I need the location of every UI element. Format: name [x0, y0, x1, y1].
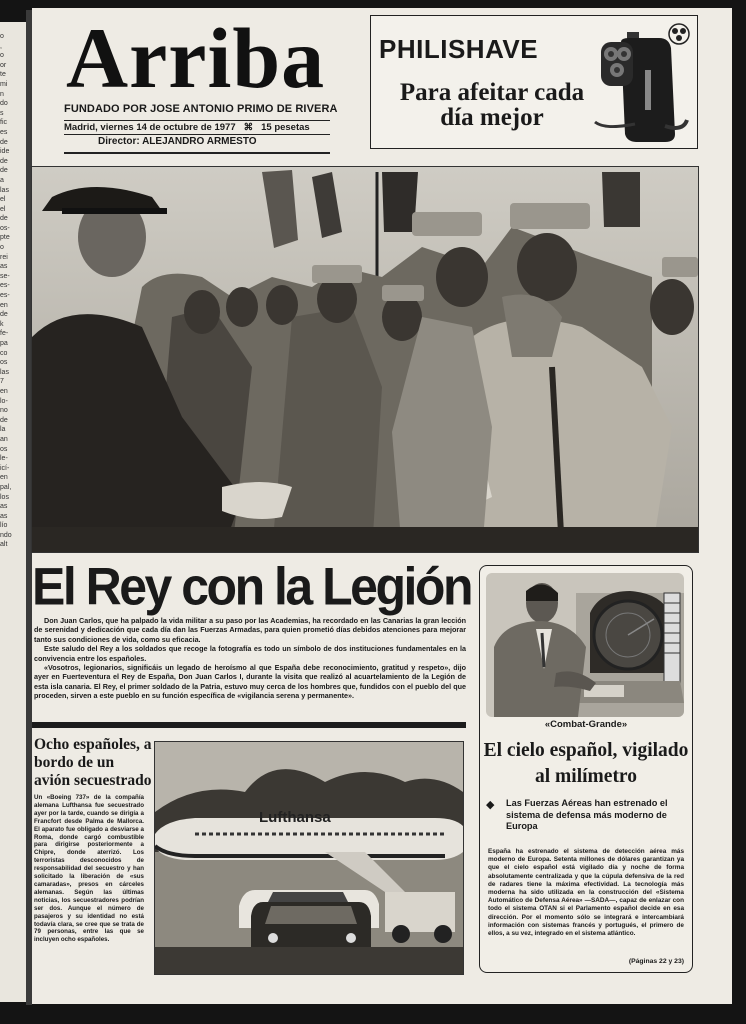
electric-shaver-icon: [591, 20, 695, 144]
main-paragraph: Don Juan Carlos, que ha palpado la vida militar a su paso por las Academias, ha recordado en las Canarias la gran lección de serenidad y dedicación que cada día dan las Fuerzas Armadas, para quien prometió días debidos atenciones para mejorar tanto sus condiciones de vida, como su eficacia.: [34, 616, 466, 644]
main-paragraph: Este saludo del Rey a los soldados que recoge la fotografía es todo un símbolo de dos instituciones fundamentales en la convivencia entre los españoles.: [34, 644, 466, 663]
price: 15 pesetas: [261, 122, 310, 133]
main-paragraph: «Vosotros, legionarios, significáis un legado de heroísmo al que España debe reconocimiento, gratitud y respeto», dijo ayer en Fuerteventura el Rey de España, Don Juan Carlos I, durante la visita que realizó al acuartelamiento de la Legión de esta isla canaria. El Rey, el primer soldado de la Patria, estuvo muy cerca de los hombres que, fundidos con el pueblo del que proceden, sirven a este pueblo en su función específica de «vigilancia serena y permanente».: [34, 663, 466, 701]
previous-page-edge: [0, 22, 26, 1002]
main-story-text: [34, 616, 466, 701]
combat-grande-subhead: Las Fuerzas Aéreas han estrenado el sistema de defensa más moderno de Europa: [506, 798, 668, 831]
hijack-headline: Ocho españoles, a bordo de un avión secuestrado: [34, 736, 152, 789]
lufthansa-plane-photo: [154, 741, 464, 975]
director-line: Director: ALEJANDRO ARMESTO: [98, 136, 257, 147]
combat-grande-body: España ha estrenado el sistema de detección aérea más moderno de Europa. Setenta millones de dólares garantizan ya que el cielo español está vigilado día y noche de forma absolutamente centralizada y que la cúpula defensiva de la red de radares tiene la máxima efectividad. La tecnología más moderna ha sido utilizada en la construcción del «Sistema Automático de Defensa Aérea» —SADA—, capaz de enlazar con todo el sistema OTAN si el Parlamento español decide en esa dirección. Por el momento sólo se integrará e intercambiará información con sistemas francés y portugués, el primero de ellos, a su vez, integrado en el sistema atlántico.: [488, 848, 684, 938]
masthead: [60, 10, 338, 152]
radar-operator-photo: [486, 573, 684, 717]
combat-grande-box: [479, 565, 693, 973]
previous-page-text: o , o or te mi n do s fic es de ide de de a las el el de os- pte o rei as se- es- es- en de k fe- pa co os las 7 en lo- no de la an os le- icí- en pal, los as as lío ndo alt: [0, 33, 12, 549]
combat-grande-label: «Combat-Grande»: [544, 719, 628, 730]
dateline: [64, 120, 330, 135]
founder-line: FUNDADO POR JOSE ANTONIO PRIMO DE RIVERA: [64, 103, 338, 115]
ad-brand: PHILISHAVE: [379, 34, 539, 64]
main-headline: El Rey con la Legión: [32, 557, 471, 616]
philishave-ad: [370, 15, 698, 149]
price-separator-icon: ⌘: [243, 122, 254, 133]
newspaper-title: Arriba: [66, 10, 326, 106]
hijack-body: Un «Boeing 737» de la compañía alemana Lufthansa fue secuestrado ayer por la tarde, cuando se dirigía a Francfort desde Palma de Mallorca. El aparato fue obligado a desviarse a Roma, donde cargó combustible para dirigirse posteriormente a Chipre, donde aterrizó. Los terroristas desconocidos de responsabilidad del secuestro y han solicitado la liberación de «sus camaradas», presos en cárceles alemanas. Según las últimas noticias, los secuestradores podrían ser dos. Aunque el número de pasajeros y su identidad no está todavía clara, se cree que se trata de 79 personas, entre las que se incluyen ocho españoles.: [34, 794, 144, 944]
page-reference: (Páginas 22 y 23): [628, 958, 684, 965]
diamond-bullet-icon: ◆: [486, 799, 495, 811]
masthead-rule: [64, 152, 330, 154]
plane-livery-text: Lufthansa: [259, 809, 331, 826]
section-divider: [32, 722, 466, 728]
king-greets-legion-photo: [31, 166, 699, 553]
ad-slogan: Para afeitar cada día mejor: [399, 79, 585, 131]
front-page: [32, 8, 732, 1004]
city-date: Madrid, viernes 14 de octubre de 1977: [64, 122, 236, 133]
combat-grande-title: El cielo español, vigilado al milímetro: [483, 740, 689, 787]
